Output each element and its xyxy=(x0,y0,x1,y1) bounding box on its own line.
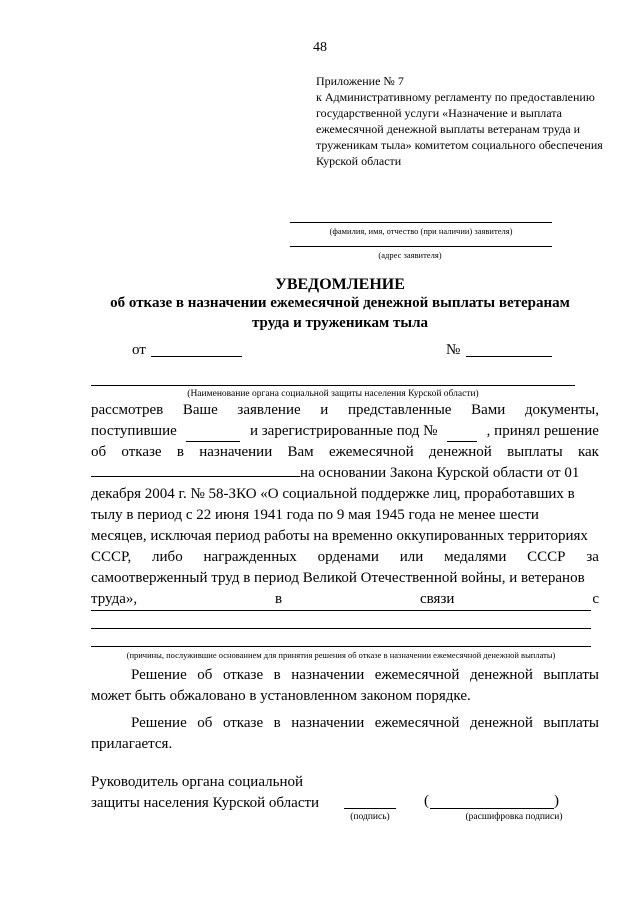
word: Ваше xyxy=(182,402,218,418)
word: документы, xyxy=(524,402,599,418)
word: либо xyxy=(152,549,183,565)
word: в xyxy=(275,591,283,607)
word: труда», xyxy=(91,591,138,607)
word: денежной xyxy=(469,715,533,731)
appendix-header xyxy=(316,73,616,169)
applicant-address-caption: (адрес заявителя) xyxy=(378,250,442,260)
word: СССР xyxy=(527,549,566,565)
word: ежемесячной xyxy=(374,715,460,731)
signature-decode-line xyxy=(430,808,554,809)
word: назначении xyxy=(199,444,273,460)
signature-decode-caption: (расшифровка подписи) xyxy=(465,812,563,822)
signature-line xyxy=(344,808,396,809)
word: выплаты xyxy=(543,667,599,683)
word: Решение xyxy=(131,715,187,731)
applicant-address-line xyxy=(290,246,552,247)
attached-line-2: прилагается. xyxy=(91,736,173,752)
word: как xyxy=(577,444,599,460)
registration-number-blank xyxy=(447,421,477,442)
received-date-blank xyxy=(186,421,240,442)
organ-name-caption: (Наименование органа социальной защиты населения Курской области) xyxy=(187,389,479,399)
open-paren: ( xyxy=(424,793,429,809)
word: ежемесячной xyxy=(328,444,414,460)
word: выплаты xyxy=(543,715,599,731)
body-line-5: декабря 2004 г. № 58-ЗКО «О социальной поддержке лиц, проработавших в xyxy=(91,486,575,502)
applicant-name-caption: (фамилия, имя, отчество (при наличии) заявителя) xyxy=(329,226,513,236)
appeal-line-1 xyxy=(131,665,599,686)
word: отказе xyxy=(222,715,264,731)
word: об xyxy=(197,715,213,731)
word: выплаты xyxy=(507,444,563,460)
reasons-caption: (причины, послужившие основанием для принятия решения об отказе в назначении ежемесячной денежной выплаты) xyxy=(126,650,556,660)
attached-line-1 xyxy=(131,713,599,734)
subtitle-line: труда и труженикам тыла xyxy=(252,315,428,331)
document-subtitle xyxy=(60,293,620,333)
signature-caption: (подпись) xyxy=(350,812,390,822)
body-line-9: самоотверженный труд в период Великой Отечественной войны, и ветеранов xyxy=(91,570,585,586)
word: Вам xyxy=(287,444,314,460)
organ-name-line xyxy=(91,385,575,386)
word: денежной xyxy=(428,444,492,460)
word: денежной xyxy=(469,667,533,683)
word: об xyxy=(91,444,107,460)
word: орденами xyxy=(317,549,379,565)
body-line-3 xyxy=(91,442,599,463)
word: и xyxy=(320,402,329,418)
body-line-10 xyxy=(91,589,599,610)
body-line-8 xyxy=(91,547,599,568)
word: связи xyxy=(420,591,455,607)
word: назначении xyxy=(291,667,365,683)
word: награжденных xyxy=(203,549,297,565)
page-number: 48 xyxy=(313,40,327,55)
from-date-line xyxy=(151,356,242,357)
word: представленные xyxy=(347,402,452,418)
body-line-6: тылу в период с 22 июня 1941 года по 9 мая 1945 года не менее шести xyxy=(91,507,539,523)
word: медалями xyxy=(444,549,507,565)
appendix-line: Приложение № 7 xyxy=(316,74,404,88)
subtitle-line: об отказе в назначении ежемесячной денежной выплаты ветеранам xyxy=(110,295,570,311)
word: Вами xyxy=(471,402,506,418)
appendix-line: труженикам тыла» комитетом социального обеспечения xyxy=(316,138,603,152)
head-title-line-1: Руководитель органа социальной xyxy=(91,774,303,790)
word: и зарегистрированные под № xyxy=(249,423,438,439)
category-blank xyxy=(91,476,300,477)
word: отказе xyxy=(121,444,162,460)
word: , принял решение xyxy=(486,423,599,439)
word: об xyxy=(197,667,213,683)
word: или xyxy=(399,549,424,565)
appeal-line-2: может быть обжаловано в установленном законом порядке. xyxy=(91,688,471,704)
word: рассмотрев xyxy=(91,402,164,418)
appendix-line: ежемесячной денежной выплаты ветеранам труда и xyxy=(316,122,580,136)
applicant-name-line xyxy=(290,222,552,223)
word: в xyxy=(273,667,281,683)
word: за xyxy=(586,549,599,565)
word: в xyxy=(176,444,184,460)
body-line-2 xyxy=(91,421,599,442)
word: с xyxy=(592,591,599,607)
close-paren: ) xyxy=(554,793,559,809)
word: в xyxy=(273,715,281,731)
number-label: № xyxy=(446,342,461,358)
appendix-line: к Административному регламенту по предоставлению xyxy=(316,90,595,104)
reason-line xyxy=(91,646,591,647)
word: назначении xyxy=(291,715,365,731)
word: ежемесячной xyxy=(374,667,460,683)
body-line-7: месяцев, исключая период работы на временно оккупированных территориях xyxy=(91,528,588,544)
word: заявление xyxy=(237,402,301,418)
word: СССР, xyxy=(91,549,132,565)
document-title: УВЕДОМЛЕНИЕ xyxy=(275,276,405,293)
from-label: от xyxy=(132,342,146,358)
body-line-1 xyxy=(91,400,599,421)
word: Решение xyxy=(131,667,187,683)
body-line-4 xyxy=(91,463,599,484)
reason-line xyxy=(91,610,591,611)
word: на основании Закона Курской области от 01 xyxy=(300,465,580,481)
appendix-line: государственной услуги «Назначение и выплата xyxy=(316,106,563,120)
reason-line xyxy=(91,628,591,629)
appendix-line: Курской области xyxy=(316,154,402,168)
word: поступившие xyxy=(91,423,177,439)
head-title-line-2: защиты населения Курской области xyxy=(91,795,320,811)
word: отказе xyxy=(222,667,264,683)
number-line xyxy=(466,356,552,357)
